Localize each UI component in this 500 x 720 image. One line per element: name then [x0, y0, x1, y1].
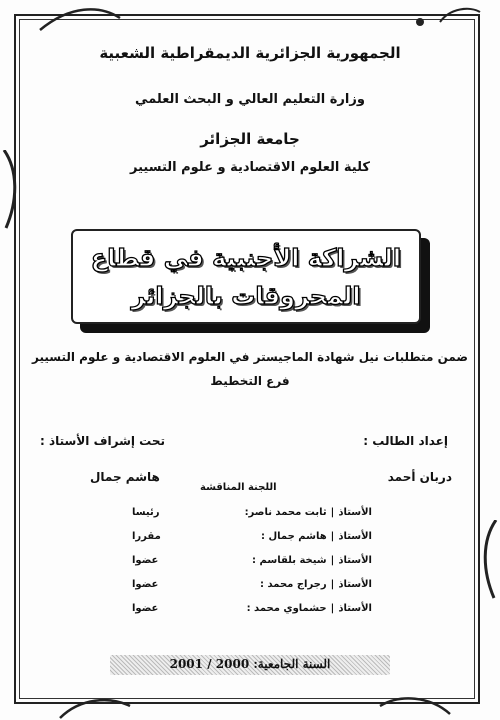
member-title: الأستاذ: [338, 531, 372, 542]
committee-member: الأستاذ | هاشم جمال : مقررا: [132, 531, 372, 542]
bottom-flourish-ornament: [0, 690, 500, 720]
member-title: الأستاذ: [338, 555, 372, 566]
member-title: الأستاذ: [338, 507, 372, 518]
degree-requirement: ضمن متطلبات نيل شهادة الماجيستر في العلوم الاقتصادية و علوم التسيير: [31, 350, 469, 364]
supervisor-name: هاشم جمال: [90, 470, 160, 484]
republic-heading: الجمهورية الجزائرية الديمقراطية الشعبية: [99, 44, 401, 62]
member-title: الأستاذ: [338, 603, 372, 614]
committee-member: الأستاذ | ثابت محمد ناصر: رئيسا: [132, 507, 372, 518]
university-heading: جامعة الجزائر: [200, 130, 300, 148]
thesis-title-box: [71, 229, 421, 324]
member-role: عضوا: [132, 603, 159, 614]
member-name: شيخة بلقاسم :: [252, 555, 327, 566]
member-title: الأستاذ: [338, 579, 372, 590]
top-flourish-ornament: [0, 0, 500, 40]
supervision-label: تحت إشراف الأستاذ :: [40, 434, 166, 448]
academic-year: السنة الجامعية: 2000 / 2001: [169, 657, 331, 671]
student-name: دربان أحمد: [387, 470, 452, 484]
member-name: حشماوي محمد :: [246, 603, 327, 614]
member-role: رئيسا: [132, 507, 160, 518]
committee-member: الأستاذ | شيخة بلقاسم : عضوا: [132, 555, 372, 566]
ministry-heading: وزارة التعليم العالي و البحث العلمي: [135, 92, 365, 107]
member-name: رجراج محمد :: [259, 579, 327, 590]
thesis-title-line-2: المحروقات بالجزائر: [131, 281, 361, 310]
committee-title: اللجنة المناقشة: [200, 482, 277, 493]
branch-specialty: فرع التخطيط: [210, 374, 290, 388]
member-role: مقررا: [132, 531, 161, 542]
committee-member: الأستاذ | حشماوي محمد : عضوا: [132, 603, 372, 614]
right-flourish-ornament: [480, 520, 500, 600]
member-name: هاشم جمال :: [260, 531, 327, 542]
thesis-title-line-1: الشراكة الأجنبية في قطاع: [90, 243, 402, 272]
left-flourish-ornament: [0, 150, 20, 230]
member-name: ثابت محمد ناصر:: [244, 507, 327, 518]
prepared-by-label: إعداد الطالب :: [363, 434, 448, 448]
member-role: عضوا: [132, 555, 159, 566]
faculty-heading: كلية العلوم الاقتصادية و علوم التسيير: [130, 160, 370, 175]
member-role: عضوا: [132, 579, 159, 590]
committee-member: الأستاذ | رجراج محمد : عضوا: [132, 579, 372, 590]
